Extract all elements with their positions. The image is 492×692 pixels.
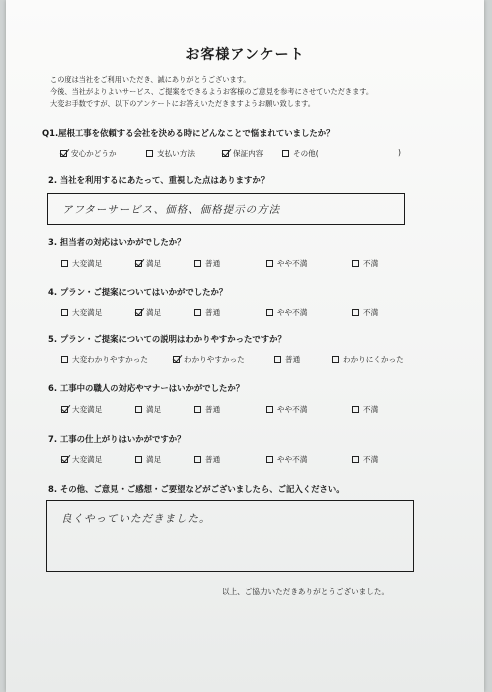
q8-handwritten-answer: 良くやっていただきました。 [61, 513, 211, 525]
question-3-label: 3. 担当者の対応はいかがでしたか？ [48, 237, 186, 247]
q1-option-1-label: 安心かどうか [71, 149, 117, 158]
q1-checkbox-3[interactable] [222, 150, 229, 157]
q6-checkbox-5[interactable] [352, 406, 359, 413]
survey-sheet [6, 0, 484, 692]
q7-option-4-label: やや不満 [277, 455, 308, 464]
q3-option-2-label: 満足 [146, 259, 162, 268]
survey-title: お客様アンケート [185, 47, 305, 63]
q6-option-2-label: 満足 [146, 405, 162, 414]
q5-option-1-label: 大変わかりやすかった [72, 355, 148, 364]
q5-option-1[interactable] [61, 354, 148, 365]
q4-checkbox-1[interactable] [61, 309, 68, 316]
question-5-label: 5. プラン・ご提案についての説明はわかりやすかったですか？ [48, 334, 286, 344]
q3-checkbox-4[interactable] [266, 260, 273, 267]
q5-option-2-label: わかりやすかった [184, 355, 245, 364]
q1-checkbox-1[interactable] [60, 150, 67, 157]
question-1-label: Q1.屋根工事を依頼する会社を決める時にどんなことで悩まれていましたか？ [42, 128, 335, 138]
q1-option-2[interactable] [146, 148, 195, 159]
q7-option-2[interactable] [135, 454, 161, 465]
q5-option-4[interactable] [332, 354, 404, 365]
q1-option-4-label: その他( [293, 149, 319, 158]
q5-option-3[interactable] [274, 354, 300, 365]
q7-option-5[interactable] [352, 454, 378, 465]
q4-option-3-label: 普通 [205, 308, 221, 317]
question-6-label: 6. 工事中の職人の対応やマナーはいかがでしたか？ [48, 383, 245, 393]
q5-checkbox-4[interactable] [332, 356, 339, 363]
q4-checkbox-2[interactable] [135, 309, 142, 316]
q3-checkbox-3[interactable] [194, 260, 201, 267]
q3-option-4-label: やや不満 [277, 259, 308, 268]
q7-checkbox-5[interactable] [352, 456, 359, 463]
q4-option-4-label: やや不満 [277, 308, 308, 317]
q4-option-5[interactable] [352, 307, 378, 318]
q5-option-4-label: わかりにくかった [343, 355, 404, 364]
q3-option-4[interactable] [266, 258, 307, 269]
q4-option-4[interactable] [266, 307, 307, 318]
q4-checkbox-3[interactable] [194, 309, 201, 316]
q6-option-1[interactable] [61, 404, 102, 415]
q1-checkbox-2[interactable] [146, 150, 153, 157]
q1-checkbox-4[interactable] [282, 150, 289, 157]
q1-option-3-label: 保証内容 [233, 149, 264, 158]
q6-checkbox-3[interactable] [194, 406, 201, 413]
q7-option-3[interactable] [194, 454, 220, 465]
q4-option-2-label: 満足 [146, 308, 162, 317]
q6-option-5-label: 不満 [363, 405, 379, 414]
q1-option-3[interactable] [222, 148, 263, 159]
q6-checkbox-2[interactable] [135, 406, 142, 413]
q3-checkbox-2[interactable] [135, 260, 142, 267]
q1-option-1[interactable] [60, 148, 117, 159]
q4-checkbox-4[interactable] [266, 309, 273, 316]
q6-option-4[interactable] [266, 404, 307, 415]
q5-option-3-label: 普通 [285, 355, 301, 364]
q2-handwritten-answer: アフターサービス、価格、価格提示の方法 [62, 204, 281, 216]
q7-checkbox-1[interactable] [61, 456, 68, 463]
q6-option-5[interactable] [352, 404, 378, 415]
q3-option-2[interactable] [135, 258, 161, 269]
q7-option-3-label: 普通 [205, 455, 221, 464]
intro-line-2: 今後、当社がよりよいサービス、ご提案をできるようお客様のご意見を参考にさせていただきます。 [50, 87, 374, 96]
q1-close-paren: ) [398, 148, 401, 157]
q4-option-1[interactable] [61, 307, 102, 318]
q5-checkbox-2[interactable] [173, 356, 180, 363]
q6-option-3[interactable] [194, 404, 220, 415]
q7-option-1[interactable] [61, 454, 102, 465]
q6-checkbox-4[interactable] [266, 406, 273, 413]
q3-option-5-label: 不満 [363, 259, 379, 268]
q4-option-2[interactable] [135, 307, 161, 318]
q3-option-1-label: 大変満足 [72, 259, 103, 268]
q7-option-1-label: 大変満足 [72, 455, 103, 464]
q7-checkbox-4[interactable] [266, 456, 273, 463]
intro-line-1: この度は当社をご利用いただき、誠にありがとうございます。 [50, 75, 251, 84]
q6-option-3-label: 普通 [205, 405, 221, 414]
q4-option-3[interactable] [194, 307, 220, 318]
q5-option-2[interactable] [173, 354, 245, 365]
q8-answer-box[interactable] [46, 500, 414, 572]
q3-option-5[interactable] [352, 258, 378, 269]
question-7-label: 7. 工事の仕上がりはいかがですか？ [48, 434, 186, 444]
q6-option-4-label: やや不満 [277, 405, 308, 414]
q5-checkbox-3[interactable] [274, 356, 281, 363]
q7-option-2-label: 満足 [146, 455, 162, 464]
q3-option-3-label: 普通 [205, 259, 221, 268]
q5-checkbox-1[interactable] [61, 356, 68, 363]
q2-answer-box[interactable] [47, 193, 405, 225]
q4-option-5-label: 不満 [363, 308, 379, 317]
q3-option-1[interactable] [61, 258, 102, 269]
q4-checkbox-5[interactable] [352, 309, 359, 316]
question-2-label: 2. 当社を利用するにあたって、重視した点はありますか？ [48, 175, 270, 185]
intro-line-3: 大変お手数ですが、以下のアンケートにお答えいただきますようお願い致します。 [50, 99, 315, 108]
q7-checkbox-3[interactable] [194, 456, 201, 463]
question-8-label: 8. その他、ご意見・ご感想・ご要望などがございましたら、ご記入ください。 [48, 484, 345, 494]
q7-checkbox-2[interactable] [135, 456, 142, 463]
q6-option-2[interactable] [135, 404, 161, 415]
q3-checkbox-5[interactable] [352, 260, 359, 267]
q1-option-4[interactable] [282, 148, 319, 159]
closing-message: 以上、ご協力いただきありがとうございました。 [222, 587, 390, 596]
q6-checkbox-1[interactable] [61, 406, 68, 413]
q7-option-4[interactable] [266, 454, 307, 465]
q1-option-2-label: 支払い方法 [157, 149, 195, 158]
q6-option-1-label: 大変満足 [72, 405, 103, 414]
q3-checkbox-1[interactable] [61, 260, 68, 267]
q7-option-5-label: 不満 [363, 455, 379, 464]
question-4-label: 4. プラン・ご提案についてはいかがでしたか？ [48, 287, 228, 297]
q3-option-3[interactable] [194, 258, 220, 269]
q4-option-1-label: 大変満足 [72, 308, 103, 317]
